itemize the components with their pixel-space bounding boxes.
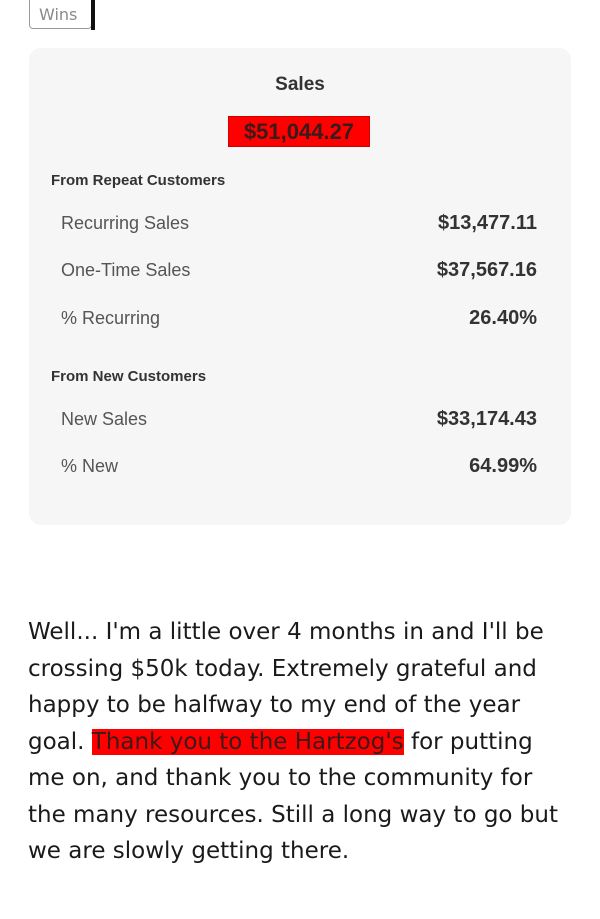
category-tag[interactable] xyxy=(29,0,92,29)
cut-off-row xyxy=(60,518,320,524)
post-text-start: Well... I'm a little over 4 months in and I'll be crossing $50k today. Extremely grateful and happy to be halfway to my end of the year goal. xyxy=(28,619,544,755)
category-tag-label: Wins xyxy=(39,4,78,24)
post-body xyxy=(28,614,576,870)
row-value-one-time-sales: $37,567.16 xyxy=(436,259,537,281)
tag-divider xyxy=(91,0,95,30)
post-highlighted-thanks: Thank you to the Hartzog's xyxy=(91,728,404,755)
row-value-new-sales: $33,174.43 xyxy=(436,408,537,430)
section-title-repeat: From Repeat Customers xyxy=(51,172,226,189)
card-title: Sales xyxy=(275,74,325,95)
row-label-percent-new: % New xyxy=(61,456,119,476)
row-label-percent-recurring: % Recurring xyxy=(61,308,161,328)
row-label-recurring-sales: Recurring Sales xyxy=(61,213,190,233)
row-value-percent-recurring: 26.40% xyxy=(469,307,537,329)
row-label-new-sales: New Sales xyxy=(61,409,148,429)
row-value-percent-new: 64.99% xyxy=(469,455,537,477)
row-value-recurring-sales: $13,477.11 xyxy=(438,212,537,234)
row-label-one-time-sales: One-Time Sales xyxy=(61,260,191,280)
section-title-new: From New Customers xyxy=(51,368,207,385)
post-text-end: for putting me on, and thank you to the community for the many resources. Still a long way to go but we are slowly getting there. xyxy=(28,728,558,864)
sales-total-highlighted: $51,044.27 xyxy=(228,116,370,147)
